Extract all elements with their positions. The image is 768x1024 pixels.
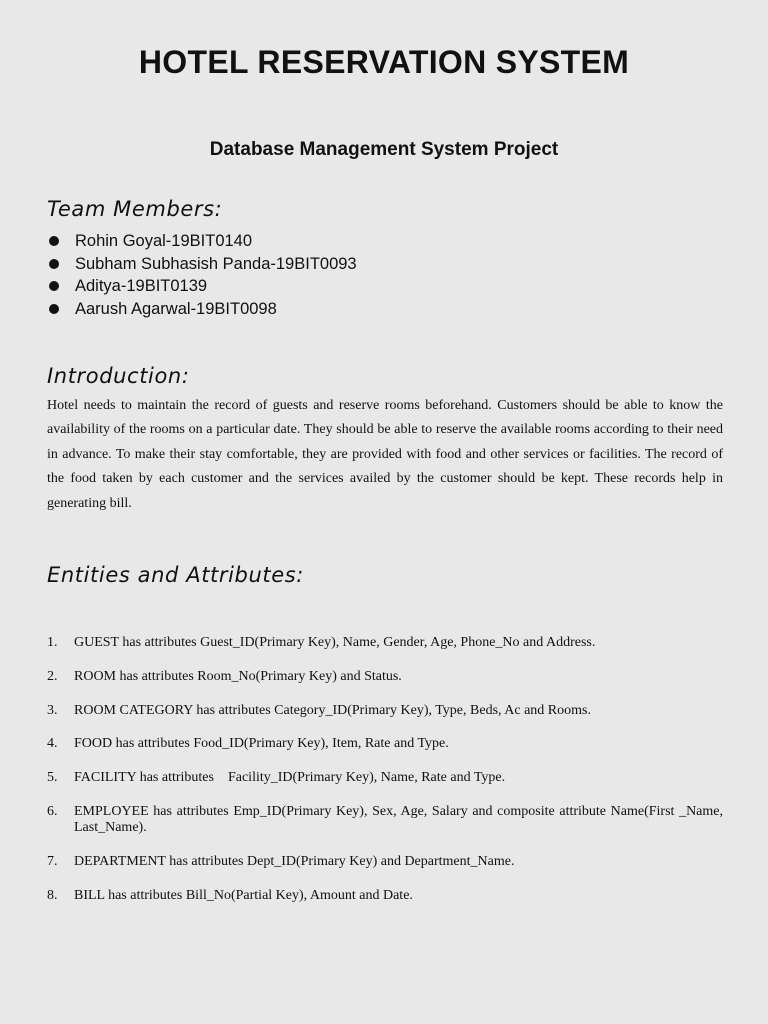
list-item (47, 804, 723, 836)
list-item (47, 703, 723, 719)
team-member: Rohin Goyal-19BIT0140 (75, 232, 253, 250)
item-text: GUEST has attributes Guest_ID(Primary Key), Name, Gender, Age, Phone_No and Address. (74, 635, 596, 650)
list-item (47, 635, 723, 651)
introduction-heading: Introduction: (47, 364, 190, 388)
bullet-icon (49, 259, 59, 269)
introduction-paragraph: Hotel needs to maintain the record of guests and reserve rooms beforehand. Customers should be able to know the availability of the rooms on a particular date. They should be able to reserve the available rooms according to their need in advance. To make their stay comfortable, they are provided with food and other services or facilities. The record of the food taken by each customer and the services availed by the customer should be kept. These records help in generating bill. (47, 398, 723, 511)
bullet-icon (49, 281, 59, 291)
list-item (47, 298, 357, 321)
team-member: Aditya-19BIT0139 (75, 277, 208, 295)
team-members-heading: Team Members: (47, 197, 223, 221)
list-item (47, 854, 723, 870)
list-item (47, 736, 723, 752)
item-number: 1. (47, 635, 58, 650)
document-subtitle: Database Management System Project (209, 139, 559, 160)
item-text: ROOM CATEGORY has attributes Category_ID(Primary Key), Type, Beds, Ac and Rooms. (74, 703, 591, 718)
list-item (47, 669, 723, 685)
item-number: 6. (47, 804, 58, 819)
item-number: 2. (47, 669, 58, 684)
entities-heading: Entities and Attributes: (47, 563, 304, 587)
item-text: ROOM has attributes Room_No(Primary Key) and Status. (74, 669, 402, 684)
item-text: BILL has attributes Bill_No(Partial Key), Amount and Date. (74, 888, 413, 903)
item-text: FOOD has attributes Food_ID(Primary Key), Item, Rate and Type. (74, 736, 449, 751)
list-item (47, 888, 723, 904)
team-members-list (47, 230, 357, 320)
item-text: DEPARTMENT has attributes Dept_ID(Primary Key) and Department_Name. (74, 854, 515, 869)
item-number: 5. (47, 770, 58, 785)
item-number: 4. (47, 736, 58, 751)
document-title: HOTEL RESERVATION SYSTEM (138, 44, 630, 80)
item-text: FACILITY has attributes Facility_ID(Primary Key), Name, Rate and Type. (74, 770, 506, 785)
team-member: Subham Subhasish Panda-19BIT0093 (75, 254, 357, 273)
list-item (47, 770, 723, 786)
team-member: Aarush Agarwal-19BIT0098 (75, 299, 277, 318)
list-item (47, 253, 357, 276)
bullet-icon (49, 236, 59, 246)
bullet-icon (49, 304, 59, 314)
item-number: 8. (47, 888, 58, 903)
item-number: 3. (47, 703, 58, 718)
item-text: EMPLOYEE has attributes Emp_ID(Primary Key), Sex, Age, Salary and composite attribute Name(First _Name, Last_Name). (74, 804, 723, 835)
item-number: 7. (47, 854, 58, 869)
list-item (47, 230, 357, 253)
list-item (47, 275, 357, 298)
